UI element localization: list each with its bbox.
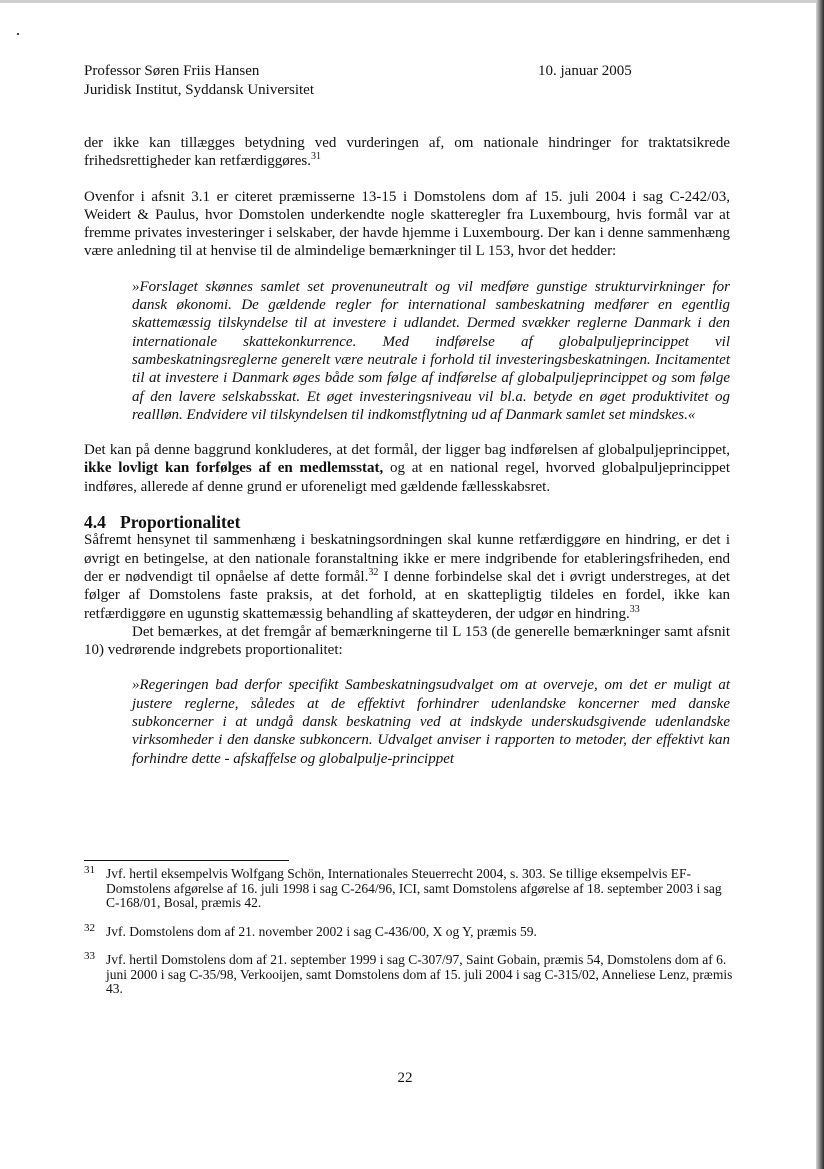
header-date: 10. januar 2005	[538, 63, 632, 79]
paragraph-2: Ovenfor i afsnit 3.1 er citeret præmisserne 13-15 i Domstolens dom af 15. juli 2004 i sag C-242/03, Weidert & Paulus, hvor Domstolen underkendte nogle skatteregler fra Luxembourg, hvis formål var at fremme privates investeringer i selskaber, der havde hjemme i Luxembourg. Der kan i denne sammenhæng være anledning til at henvise til de almindelige bemærkninger til L 153, hvor det hedder:	[84, 188, 730, 260]
footnote-ref-33[interactable]: 33	[629, 603, 640, 615]
footnote-number: 32	[84, 921, 95, 934]
quote-block-1: »Forslaget skønnes samlet set provenuneutralt og vil medføre gunstige strukturvirkninger for dansk økonomi. De gældende regler for international sambeskatning medfører en egentlig skattemæssig tilskyndelse til at investere i udlandet. Dermed svækker reglerne Danmark i den internationale skattekonkurrence. Med indførelse af globalpuljeprincippet vil sambeskatningsreglerne generelt være neutrale i forhold til investeringsbeskatningen. Incitamentet til at investere i Danmark øges både som følge af indførelse af globalpuljeprincippet og som følge af den lavere selskabsskat. Et øget investeringsniveau vil bl.a. betyde en øget produktivitet og reallløn. Endvidere vil tilskyndelsen til indkomstflytning ud af Danmark samlet set mindskes.«	[132, 278, 730, 423]
paragraph-3-bold: ikke lovligt kan forfølges af en medlemsstat,	[84, 460, 384, 477]
page-header	[84, 62, 744, 100]
paragraph-4-part1: Såfremt hensynet til sammenhæng i beskatningsordningen skal kunne retfærdiggøre en hindring, er det i øvrigt en betingelse, at den nationale foranstaltning ikke er mere indgribende for etableringsfriheden, end der er nødvendigt til opnåelse af dette formål.	[84, 532, 730, 585]
header-institution: Juridisk Institut, Syddansk Universitet	[84, 82, 314, 98]
section-title: Proportionalitet	[120, 512, 241, 533]
paragraph-1	[84, 134, 730, 171]
paragraph-4	[84, 531, 730, 622]
footnote-31	[84, 864, 734, 911]
paragraph-4-part2: I denne forbindelse skal det i øvrigt understreges, at det følger af Domstolens faste praksis, at det forhold, at en skattepligtig tildeles en fordel, ikke kan retfærdiggøre en ugunstig skattemæssig behandling af skatteyderen, der udgør en hindring.	[84, 568, 730, 622]
footnotes	[84, 860, 734, 1011]
section-number: 4.4	[84, 512, 106, 533]
header-author: Professor Søren Friis Hansen	[84, 63, 260, 79]
paragraph-3	[84, 441, 730, 496]
paragraph-3-after: og at en national regel, hvorved globalpuljeprincippet indføres, allerede af denne grund er uforeneligt med gældende fællesskabsret.	[84, 460, 731, 495]
page-number: 22	[397, 1070, 413, 1086]
footnote-text: Jvf. hertil eksempelvis Wolfgang Schön, Internationales Steuerrecht 2004, s. 303. Se tillige eksempelvis EF-Domstolens afgørelse af 16. juli 1998 i sag C-264/96, ICI, samt Domstolens afgørelse af 18. september 2003 i sag C-168/01, Bosal, præmis 42.	[106, 866, 722, 910]
paragraph-1-text: der ikke kan tillægges betydning ved vurderingen af, om nationale hindringer for traktatsikrede frihedsrettigheder kan retfærdiggøres.	[84, 135, 730, 170]
footnote-number: 31	[84, 864, 95, 876]
footnote-33	[84, 950, 734, 997]
footnote-ref-32[interactable]: 32	[368, 566, 379, 578]
section-heading	[84, 513, 730, 531]
footnote-32	[84, 921, 734, 940]
paragraph-3-before: Det kan på denne baggrund konkluderes, at det formål, der ligger bag indførelsen af globalpuljeprincippet,	[84, 442, 730, 459]
paragraph-5: Det bemærkes, at det fremgår af bemærkningerne til L 153 (de generelle bemærkninger samt afsnit 10) vedrørende indgrebets proportionalitet:	[84, 623, 730, 659]
footnote-text: Jvf. Domstolens dom af 21. november 2002 i sag C-436/00, X og Y, præmis 59.	[106, 923, 537, 939]
footnote-number: 33	[84, 950, 95, 962]
footnote-separator	[84, 860, 289, 861]
scan-right-edge	[816, 0, 824, 1169]
footnote-text: Jvf. hertil Domstolens dom af 21. september 1999 i sag C-307/97, Saint Gobain, præmis 54, Domstolens dom af 6. juni 2000 i sag C-35/98, Verkooijen, samt Domstolens dom af 15. juli 2004 i sag C-315/02, Anneliese Lenz, præmis 43.	[106, 952, 733, 996]
quote-block-2: »Regeringen bad derfor specifikt Sambeskatningsudvalget om at overveje, om det er muligt at justere reglerne, således at de effektivt forhindrer udenlandske koncerner med danske subkoncerner i at undgå dansk beskatning ved at indskyde underskudsgivende udenlandske virksomheder i den danske subkoncern. Udvalget anviser i rapporten to metoder, der effektivt kan forhindre dette - afskaffelse og globalpulje-princippet	[132, 677, 730, 767]
footnote-ref-31[interactable]: 31	[311, 151, 321, 163]
document-body	[84, 134, 730, 768]
scan-speck	[17, 33, 19, 35]
scan-top-edge	[0, 0, 824, 3]
